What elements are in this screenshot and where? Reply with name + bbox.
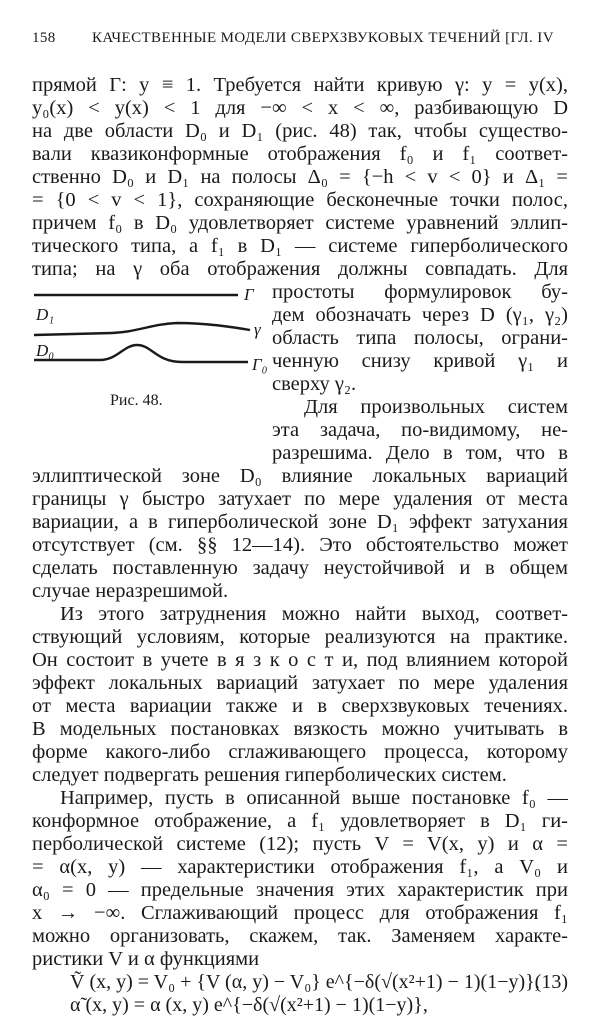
text-line: вариации, а в гиперболической зоне D₁ эффект затухания [32,511,568,533]
label-gamma-cap: Г [244,285,254,304]
text-line: В модельных постановках вязкость можно учитывать в [32,718,568,740]
text-line: ствующий условиям, которые реализуются на практике. [32,626,568,648]
text-line: Он состоит в учете в я з к о с т и, под влиянием которой [32,649,568,671]
label-d1: D₁ [36,305,55,324]
equation-13b: α̃ (x, y) = α (x, y) e^{−δ(√(x²+1) − 1)(1−y)}, [70,994,428,1016]
label-d0: D₀ [36,341,55,360]
figure-48 [32,280,272,380]
text-line: = α(x, y) — характеристики отображения f₁, а V₀ и [32,856,568,878]
text-line: ченную снизу кривой γ₁ и [272,350,568,372]
running-title: КАЧЕСТВЕННЫЕ МОДЕЛИ СВЕРХЗВУКОВЫХ ТЕЧЕНИЙ [ГЛ. IV [92,30,554,46]
text-line: ристики V и α функциями [32,948,260,970]
text-line: ственно D₀ и D₁ на полосы Δ₀ = {−h < v < 0} и Δ₁ = [32,166,568,188]
text-line: эффект локальных вариаций затухает по мере удаления [32,672,568,694]
text-line: α₀ = 0 — предельные значения этих характеристик при [32,879,568,901]
text-line: сделать поставленную задачу неустойчивой и в общем [32,557,568,579]
text-line: простоты формулировок бу- [272,281,568,303]
text-line: Из этого затруднения можно найти выход, соответ- [60,603,568,625]
text-line: эта задача, по-видимому, не- [272,419,568,441]
text-line: область типа полосы, ограни- [272,327,568,349]
text-line: конформное отображение, а f₁ удовлетворяет в D₁ ги- [32,810,568,832]
text-line: случае неразрешимой. [32,580,229,602]
text-line: прямой Г: y ≡ 1. Требуется найти кривую γ: y = y(x), [32,74,568,96]
text-line: вали квазиконформные отображения f₀ и f₁ соответ- [32,143,568,165]
text-line: = {0 < v < 1}, сохраняющие бесконечные точки полос, [32,189,568,211]
curve-boundary-bottom [34,345,248,362]
text-line: Для произвольных систем [304,396,568,418]
text-line: от места вариации также и в сверхзвуковых течениях. [32,695,568,717]
text-line: эллиптической зоне D₀ влияние локальных вариаций [32,465,568,487]
text-line: границы γ быстро затухает по мере удаления от места [32,488,568,510]
text-line: на две области D₀ и D₁ (рис. 48) так, чтобы существо- [32,120,568,142]
text-line: форме какого-либо сглаживающего процесса, которому [32,741,568,763]
text-line: причем f₀ в D₀ удовлетворяет системе уравнений эллип- [32,212,568,234]
label-gamma: γ [254,320,261,339]
text-line: типа; на γ оба отображения должны совпадать. Для [32,258,568,280]
text-line: следует подвергать решения гиперболических систем. [32,764,507,786]
text-line: разрешима. Дело в том, что в [272,442,568,464]
text-line: перболической системе (12); пусть V = V(x, y) и α = [32,833,568,855]
text-line: Например, пусть в описанной выше постановке f₀ — [60,787,568,809]
text-line: тического типа, а f₁ в D₁ — системе гиперболического [32,235,568,257]
label-gamma0: Г₀ [252,355,268,374]
equation-13a: Ṽ (x, y) = V₀ + {V (α, y) − V₀} e^{−δ(√(x²+1) − 1)(1−y)}, [70,971,540,993]
text-line: отсутствует (см. §§ 12—14). Это обстоятельство может [32,534,568,556]
curve-gamma [34,323,250,335]
text-line: дем обозначать через D (γ₁, γ₂) [272,304,568,326]
text-line: y₀(x) < y(x) < 1 для −∞ < x < ∞, разбивающую D [32,97,568,119]
figure-caption: Рис. 48. [110,392,163,409]
text-line: x → −∞. Сглаживающий процесс для отображения f₁ [32,902,568,924]
text-line: сверху γ₂. [272,373,357,395]
text-line: можно организовать, скажем, так. Заменяем характе- [32,925,568,947]
page-number: 158 [32,30,56,46]
equation-number: (13) [534,971,568,993]
